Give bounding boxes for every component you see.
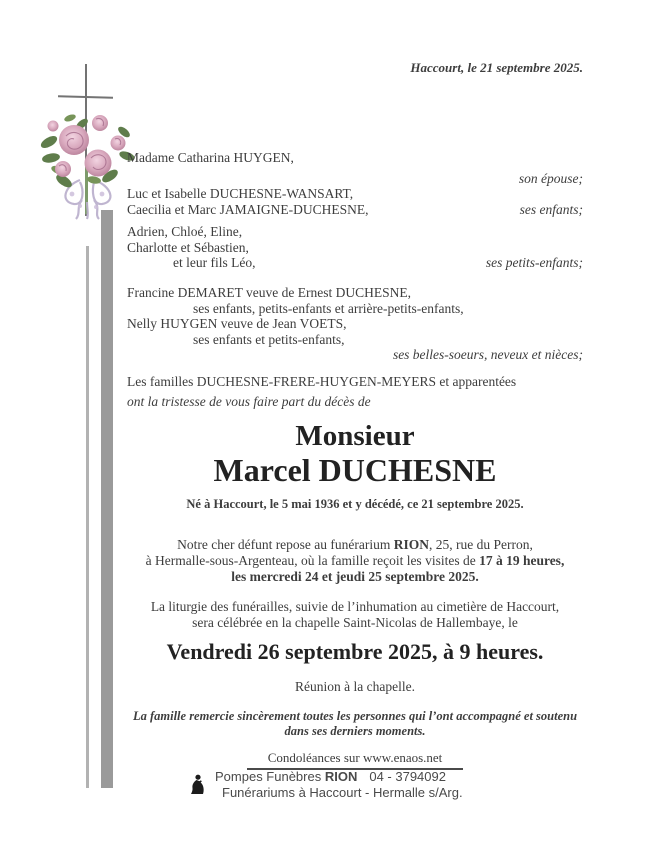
recipient-line: Madame Catharina HUYGEN,	[127, 150, 294, 165]
thanks-text: dans ses derniers moments.	[284, 724, 426, 738]
relation-label: son épouse;	[518, 170, 583, 186]
company-name: RION	[324, 769, 358, 784]
relation-label: ses enfants;	[519, 201, 583, 217]
visitation-text: à Hermalle-sous-Argenteau, où la famille reçoit les visites de	[145, 553, 480, 568]
recipient-line: Luc et Isabelle DUCHESNE-WANSART,	[127, 186, 354, 201]
ceremony-text: La liturgie des funérailles, suivie de l’inhumation au cimetière de Haccourt,	[150, 599, 560, 614]
recipient-line: Nelly HUYGEN veuve de Jean VOETS,	[127, 316, 347, 331]
recipient-line: ses enfants, petits-enfants et arrière-petits-enfants,	[193, 300, 464, 316]
recipient-line: Charlotte et Sébastien,	[127, 239, 249, 255]
visitation-days: les mercredi 24 et jeudi 25 septembre 2025.	[231, 569, 479, 584]
address-line: Funérariums à Haccourt - Hermalle s/Arg.	[222, 784, 463, 800]
recipient-group-spouse	[127, 150, 583, 186]
families-line: Les familles DUCHESNE-FRERE-HUYGEN-MEYERS et apparentées	[127, 374, 517, 389]
company-prefix: Pompes Funèbres	[215, 769, 325, 784]
ceremony-text: sera célébrée en la chapelle Saint-Nicolas de Hallembaye, le	[192, 615, 518, 630]
company-line	[215, 769, 547, 785]
recipient-group-children	[127, 186, 583, 217]
relation-label: ses belles-soeurs, neveux et nièces;	[392, 347, 583, 362]
recipient-line: ses enfants et petits-enfants,	[193, 331, 345, 347]
visitation-text: Notre cher défunt repose au funérarium	[177, 537, 394, 552]
funeral-home-name: RION	[393, 537, 430, 552]
ceremony-paragraph	[127, 599, 583, 631]
recipient-line: et leur fils Léo,	[173, 255, 256, 270]
recipient-line: Caecilia et Marc JAMAIGNE-DUCHESNE,	[127, 201, 369, 217]
recipient-line: Adrien, Chloé, Eline,	[127, 224, 243, 239]
relation-label: ses petits-enfants;	[485, 255, 583, 270]
praying-figure-icon	[190, 774, 207, 795]
condolences-website: Condoléances sur www.enaos.net	[247, 750, 464, 770]
dateline: Haccourt, le 21 septembre 2025.	[410, 60, 583, 75]
deceased-title: Monsieur	[295, 420, 415, 452]
recipient-line: Francine DEMARET veuve de Ernest DUCHESNE,	[127, 285, 411, 300]
life-dates-line: Né à Haccourt, le 5 mai 1936 et y décédé, ce 21 septembre 2025.	[186, 497, 524, 511]
phone-number: 04 - 3794092	[369, 769, 446, 784]
deceased-name: Marcel DUCHESNE	[213, 452, 497, 488]
letter-content	[127, 0, 583, 862]
decorative-bar-wide	[101, 210, 113, 788]
visitation-paragraph	[127, 537, 583, 585]
thanks-paragraph	[127, 709, 583, 739]
announcement-line: ont la tristesse de vous faire part du décès de	[127, 394, 371, 409]
decorative-bar-thin	[86, 246, 89, 788]
recipient-group-inlaws	[127, 285, 583, 363]
visitation-text: , 25, rue du Perron,	[429, 537, 533, 552]
funeral-home-footer	[187, 769, 547, 800]
thanks-text: La famille remercie sincèrement toutes les personnes qui l’ont accompagné et soutenu	[132, 709, 578, 723]
condolences-line	[127, 750, 583, 770]
recipient-group-grandchildren	[127, 224, 583, 271]
funeral-date-headline: Vendredi 26 septembre 2025, à 9 heures.	[166, 639, 544, 664]
meeting-line: Réunion à la chapelle.	[295, 679, 415, 694]
visitation-hours: 17 à 19 heures,	[479, 553, 565, 568]
